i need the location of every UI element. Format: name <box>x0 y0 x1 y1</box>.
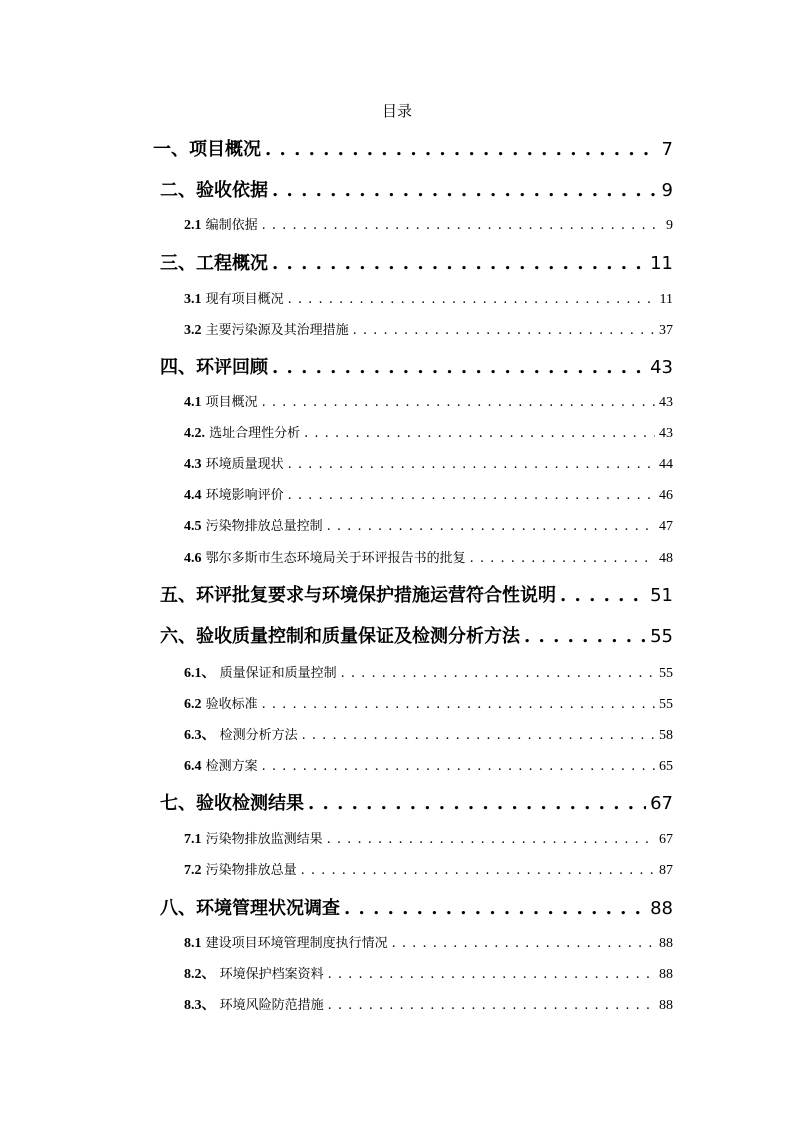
toc-entry-text: 污染物排放监测结果 <box>205 832 323 847</box>
toc-entry-label <box>184 455 284 475</box>
toc-entry-label <box>184 216 258 236</box>
toc-page-number: 9 <box>666 218 673 233</box>
toc-section-entry[interactable] <box>184 486 673 506</box>
toc-entry-text: 环境质量现状 <box>205 457 284 472</box>
toc-entry-number: 8.2、 <box>184 967 216 982</box>
toc-entry-label: 四、环评回顾 <box>160 357 268 378</box>
toc-leader-dots <box>392 934 655 954</box>
toc-page-number: 48 <box>659 551 673 566</box>
toc-leader-dots <box>301 861 655 881</box>
toc-entry-label <box>184 549 466 569</box>
toc-entry-text: 污染物排放总量控制 <box>205 519 323 534</box>
toc-entry-text: 质量保证和质量控制 <box>219 666 337 681</box>
toc-section-entry[interactable] <box>184 455 673 475</box>
toc-page-number: 47 <box>659 519 673 534</box>
toc-entry-text: 建设项目环境管理制度执行情况 <box>205 936 388 951</box>
toc-entry-number: 7.1 <box>184 832 202 847</box>
toc-leader-dots <box>560 583 646 609</box>
toc-leader-dots <box>328 996 655 1016</box>
toc-leader-dots <box>272 251 646 277</box>
toc-leader-dots <box>262 757 655 777</box>
toc-chapter-entry[interactable] <box>160 896 673 922</box>
toc-page-number: 88 <box>659 967 673 982</box>
toc-page-number: 37 <box>659 323 673 338</box>
toc-leader-dots <box>341 664 655 684</box>
toc-entry-label <box>184 965 324 985</box>
toc-entry-label <box>184 726 298 746</box>
toc-page-number: 88 <box>659 936 673 951</box>
toc-chapter-entry[interactable] <box>160 791 673 817</box>
toc-leader-dots <box>328 965 655 985</box>
toc-entry-number: 8.1 <box>184 936 202 951</box>
toc-entry-label <box>184 290 284 310</box>
toc-entry-text: 污染物排放总量 <box>205 863 297 878</box>
toc-entry-number: 3.2 <box>184 323 202 338</box>
toc-section-entry[interactable] <box>184 861 673 881</box>
toc-entry-label <box>184 517 323 537</box>
toc-entry-text: 现有项目概况 <box>205 292 284 307</box>
toc-leader-dots <box>353 321 655 341</box>
toc-leader-dots <box>288 486 655 506</box>
toc-entry-number: 6.2 <box>184 697 202 712</box>
toc-entry-label <box>184 664 337 684</box>
toc-entry-text: 项目概况 <box>205 395 258 410</box>
toc-page-number: 44 <box>659 457 673 472</box>
toc-entry-text: 检测方案 <box>205 759 258 774</box>
toc-entry-label <box>184 321 349 341</box>
toc-section-entry[interactable] <box>184 393 673 413</box>
toc-page-number: 11 <box>650 253 673 274</box>
toc-page-number: 43 <box>659 426 673 441</box>
toc-entry-number: 4.5 <box>184 519 202 534</box>
toc-entry-label <box>184 996 324 1016</box>
toc-page-number: 88 <box>659 998 673 1013</box>
toc-leader-dots <box>288 290 656 310</box>
toc-entry-label <box>184 393 258 413</box>
toc-entry-number: 4.2. <box>184 426 205 441</box>
toc-leader-dots <box>272 178 658 204</box>
toc-section-entry[interactable] <box>184 321 673 341</box>
toc-entry-text: 验收标准 <box>205 697 258 712</box>
toc-page-number: 88 <box>650 898 673 919</box>
toc-entry-number: 8.3、 <box>184 998 216 1013</box>
toc-leader-dots <box>262 695 655 715</box>
toc-title: 目录 <box>381 102 412 120</box>
toc-chapter-entry[interactable] <box>160 583 673 609</box>
toc-leader-dots <box>262 393 655 413</box>
toc-entry-number: 6.4 <box>184 759 202 774</box>
toc-section-entry[interactable] <box>184 424 673 444</box>
toc-page-number: 7 <box>661 139 673 160</box>
toc-entry-label: 五、环评批复要求与环境保护措施运营符合性说明 <box>160 585 556 606</box>
toc-leader-dots <box>272 355 646 381</box>
toc-entry-number: 4.4 <box>184 488 202 503</box>
toc-entry-label: 一、项目概况 <box>153 139 261 160</box>
toc-entry-number: 2.1 <box>184 218 202 233</box>
toc-entry-text: 选址合理性分析 <box>209 426 301 441</box>
toc-page-number: 55 <box>659 697 673 712</box>
toc-entry-number: 3.1 <box>184 292 202 307</box>
toc-entry-label: 二、验收依据 <box>160 180 268 201</box>
toc-entry-number: 6.1、 <box>184 666 216 681</box>
toc-page-number: 46 <box>659 488 673 503</box>
toc-leader-dots <box>344 896 646 922</box>
toc-section-entry[interactable] <box>184 290 673 310</box>
toc-leader-dots <box>288 455 655 475</box>
toc-page-number: 43 <box>659 395 673 410</box>
toc-page-number: 67 <box>650 793 673 814</box>
toc-entry-text: 主要污染源及其治理措施 <box>205 323 349 338</box>
toc-section-entry[interactable] <box>184 934 673 954</box>
toc-entry-text: 环境影响评价 <box>205 488 284 503</box>
toc-leader-dots <box>470 549 655 569</box>
toc-page-number: 65 <box>659 759 673 774</box>
toc-section-entry[interactable] <box>184 996 673 1016</box>
toc-entry-text: 环境保护档案资料 <box>219 967 324 982</box>
toc-entry-number: 4.6 <box>184 551 202 566</box>
toc-chapter-entry[interactable] <box>160 178 673 204</box>
toc-section-entry[interactable] <box>184 517 673 537</box>
toc-entry-text: 环境风险防范措施 <box>219 998 324 1013</box>
toc-entry-label: 三、工程概况 <box>160 253 268 274</box>
toc-page-number: 51 <box>650 585 673 606</box>
toc-leader-dots <box>304 424 655 444</box>
toc-section-entry[interactable] <box>184 757 673 777</box>
toc-chapter-entry[interactable] <box>153 137 673 163</box>
toc-section-entry[interactable] <box>184 216 673 236</box>
toc-chapter-entry[interactable] <box>160 624 673 650</box>
toc-page-number: 87 <box>659 863 673 878</box>
toc-page-number: 43 <box>650 357 673 378</box>
toc-section-entry[interactable] <box>184 549 673 569</box>
toc-page-number: 55 <box>650 626 673 647</box>
toc-leader-dots <box>524 624 646 650</box>
toc-chapter-entry[interactable] <box>160 355 673 381</box>
toc-leader-dots <box>308 791 646 817</box>
toc-entry-number: 4.3 <box>184 457 202 472</box>
toc-entry-label <box>184 861 297 881</box>
toc-page-number: 9 <box>661 180 673 201</box>
toc-section-entry[interactable] <box>184 664 673 684</box>
toc-entry-text: 鄂尔多斯市生态环境局关于环评报告书的批复 <box>205 551 466 566</box>
toc-entry-label: 六、验收质量控制和质量保证及检测分析方法 <box>160 626 520 647</box>
toc-section-entry[interactable] <box>184 965 673 985</box>
toc-entry-number: 7.2 <box>184 863 202 878</box>
toc-entry-label <box>184 830 323 850</box>
toc-entry-text: 编制依据 <box>205 218 258 233</box>
toc-section-entry[interactable] <box>184 726 673 746</box>
toc-section-entry[interactable] <box>184 695 673 715</box>
toc-page-number: 67 <box>659 832 673 847</box>
toc-entry-label <box>184 757 258 777</box>
toc-entry-label <box>184 486 284 506</box>
toc-entry-label <box>184 424 300 444</box>
toc-leader-dots <box>327 830 655 850</box>
toc-leader-dots <box>262 216 662 236</box>
toc-leader-dots <box>265 137 658 163</box>
toc-page-number: 55 <box>659 666 673 681</box>
toc-entry-text: 检测分析方法 <box>219 728 298 743</box>
toc-entry-label: 七、验收检测结果 <box>160 793 304 814</box>
toc-chapter-entry[interactable] <box>160 251 673 277</box>
toc-page-number: 11 <box>659 292 673 307</box>
toc-entry-number: 6.3、 <box>184 728 216 743</box>
toc-section-entry[interactable] <box>184 830 673 850</box>
toc-leader-dots <box>327 517 655 537</box>
toc-entry-number: 4.1 <box>184 395 202 410</box>
toc-entry-label: 八、环境管理状况调查 <box>160 898 340 919</box>
toc-entry-label <box>184 934 388 954</box>
toc-entry-label <box>184 695 258 715</box>
toc-page-number: 58 <box>659 728 673 743</box>
toc-leader-dots <box>302 726 655 746</box>
